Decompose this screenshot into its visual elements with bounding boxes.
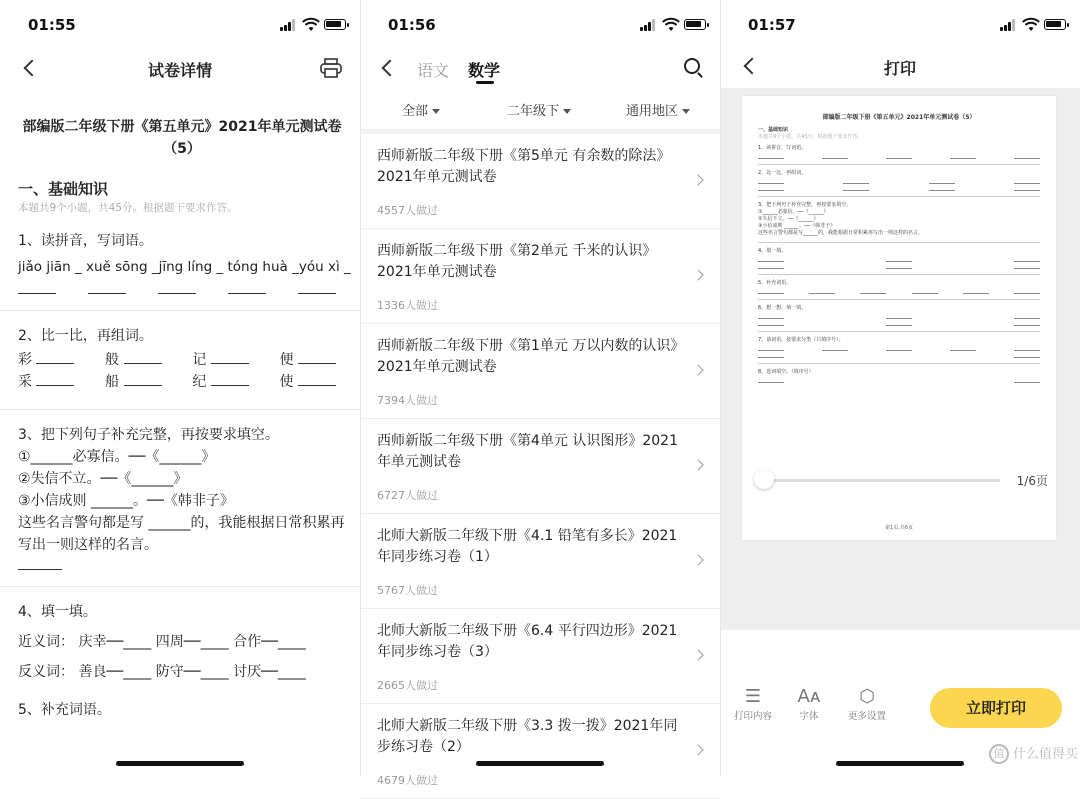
chevron-right-icon: [692, 459, 703, 470]
status-time: 01:57: [748, 16, 796, 34]
question-3-line3: ③小信成则 ______。──《韩非子》: [18, 493, 234, 509]
status-icons: [640, 18, 706, 32]
chevron-right-icon: [692, 554, 703, 565]
question-4-row1: 近义词： 庆幸──____ 四周──____ 合作──____: [18, 634, 306, 650]
chevron-right-icon: [692, 649, 703, 660]
exam-content: [18, 116, 351, 721]
question-3-line4: 这些名言警句都是写 ______的，我能根据日常积累再写出一则这样的名言。: [18, 515, 345, 553]
tab-math[interactable]: 数学: [468, 61, 501, 80]
item-count: 2665人做过: [377, 679, 438, 692]
item-title: 北师大新版二年级下册《3.3 拨一拨》2021年同步练习卷（2）: [377, 718, 678, 755]
home-indicator[interactable]: [476, 761, 604, 766]
print-now-button[interactable]: 立即打印: [930, 688, 1062, 728]
status-bar: [360, 0, 720, 50]
paper-list-panel: [360, 0, 720, 787]
status-time: 01:56: [388, 16, 436, 34]
panel-divider: [720, 0, 721, 776]
question-3-line2: ②失信不立。──《______》: [18, 471, 188, 487]
question-3-title: 3、把下列句子补充完整，再按要求填空。: [18, 427, 279, 443]
chevron-right-icon: [692, 269, 703, 280]
item-title: 西师新版二年级下册《第1单元 万以内数的认识》2021年单元测试卷: [377, 338, 685, 375]
answer-blanks: [18, 284, 346, 294]
chevron-right-icon: [692, 174, 703, 185]
page-title: 试卷详情: [147, 61, 212, 80]
battery-icon: [324, 19, 346, 30]
print-content-label: 打印内容: [733, 711, 772, 722]
question-4: [18, 601, 346, 687]
item-count: 1336人做过: [377, 299, 438, 312]
item-count: 4679人做过: [377, 774, 438, 787]
paper-list: [360, 134, 720, 799]
filter-bar: [360, 90, 720, 130]
item-title: 北师大新版二年级下册《6.4 平行四边形》2021年同步练习卷（3）: [377, 623, 678, 660]
question-4-row2: 反义词： 善良──____ 防守──____ 讨厌──____: [18, 664, 306, 680]
subject-tabs: [360, 50, 720, 90]
wifi-icon: [662, 18, 680, 32]
battery-icon: [684, 19, 706, 30]
caret-down-icon: [682, 109, 690, 114]
home-indicator[interactable]: [116, 761, 244, 766]
printer-icon[interactable]: [320, 58, 342, 78]
question-2-title: 2、比一比，再组词。: [18, 328, 153, 344]
font-label: 字体: [799, 711, 819, 722]
more-settings-button[interactable]: [842, 686, 892, 722]
battery-icon: [1044, 19, 1066, 30]
list-item[interactable]: [360, 609, 720, 704]
list-item[interactable]: [360, 134, 720, 229]
status-bar: [720, 0, 1080, 50]
print-preview-page[interactable]: 部编版二年级下册《第五单元》2021年单元测试卷（5） 一、基础知识 本题共9个小题，共45分。根据题干要求作答。 1、读拼音，写词语。 2、比一比，再组词。 3、把下列句子补充完整，再按要求填空。 ①______必寡信。──《______》 ②失信不立。──《______》 ③小信成则 ______。──《韩非子》 这些名言警句都是写______的，我能根据日常积累再写出一则这样的名言。 4、填一填。 5、补充词语。 6、想一想，填一填。 7、请词语，按要求分类（只填序号）。 8、选词填空。（填序号） 第1页,共6页: [742, 96, 1056, 540]
list-item[interactable]: [360, 514, 720, 609]
home-indicator[interactable]: [836, 761, 964, 766]
page-title: 打印: [883, 59, 916, 78]
chevron-right-icon: [692, 744, 703, 755]
list-item[interactable]: [360, 419, 720, 514]
filter-grade[interactable]: 二年级下: [507, 100, 571, 119]
more-settings-label: 更多设置: [847, 711, 886, 722]
list-icon: ☰: [744, 686, 762, 707]
signal-icon: [1000, 19, 1016, 31]
item-count: 7394人做过: [377, 394, 438, 407]
filter-all[interactable]: 全部: [402, 100, 440, 119]
status-icons: [280, 18, 346, 32]
list-item[interactable]: [360, 229, 720, 324]
wifi-icon: [1022, 18, 1040, 32]
question-5-title: 5、补充词语。: [18, 702, 111, 718]
tab-chinese[interactable]: 语文: [417, 61, 450, 80]
preview-footer: 第1页,共6页: [885, 525, 913, 531]
print-content-button[interactable]: [728, 686, 778, 722]
item-title: 西师新版二年级下册《第5单元 有余数的除法》2021年单元测试卷: [377, 148, 671, 185]
status-bar: [0, 0, 360, 50]
caret-down-icon: [432, 109, 440, 114]
question-1: [18, 230, 351, 294]
preview-title: 部编版二年级下册《第五单元》2021年单元测试卷（5）: [822, 114, 976, 121]
signal-icon: [640, 19, 656, 31]
question-1-pinyin: jiǎo jiān _ xuě sōng _jīng líng _ tóng huà _yóu xì _: [18, 259, 351, 275]
watermark: 值 什么值得买: [989, 743, 1078, 765]
status-time: 01:55: [28, 16, 76, 34]
question-1-title: 1、读拼音，写词语。: [18, 233, 153, 249]
question-3-line1: ①______必寡信。──《______》: [18, 449, 216, 465]
wifi-icon: [302, 18, 320, 32]
exam-detail-panel: [0, 0, 360, 776]
question-3: [18, 424, 346, 570]
back-icon[interactable]: [382, 60, 399, 77]
question-2: [18, 325, 346, 393]
watermark-logo-icon: 值: [989, 744, 1009, 764]
caret-down-icon: [563, 109, 571, 114]
item-title: 北师大新版二年级下册《4.1 铅笔有多长》2021年同步练习卷（1）: [377, 528, 678, 565]
page-slider-handle[interactable]: [754, 469, 774, 489]
print-panel: [720, 0, 1080, 776]
font-icon: Aᴀ: [797, 686, 821, 707]
print-bottom-bar: [720, 676, 1080, 746]
font-button[interactable]: [784, 686, 834, 722]
active-tab-indicator: [476, 81, 494, 84]
settings-icon: ⬡: [859, 686, 875, 707]
item-count: 6727人做过: [377, 489, 438, 502]
item-count: 4557人做过: [377, 204, 438, 217]
section-title: 一、基础知识: [18, 180, 109, 198]
print-preview-area: [720, 88, 1080, 630]
list-item[interactable]: [360, 324, 720, 419]
section-subtitle: 本题共9个小题，共45分。根据题干要求作答。: [18, 202, 238, 214]
chevron-right-icon: [692, 364, 703, 375]
question-4-title: 4、填一填。: [18, 604, 97, 620]
status-icons: [1000, 18, 1066, 32]
item-title: 西师新版二年级下册《第2单元 千米的认识》2021年单元测试卷: [377, 243, 657, 280]
paper-title: 部编版二年级下册《第五单元》2021年单元测试卷（5）: [22, 119, 342, 157]
question-2-row2: 采 船 纪 使: [18, 371, 346, 393]
item-title: 西师新版二年级下册《第4单元 认识图形》2021年单元测试卷: [377, 433, 678, 470]
page-indicator: 1/6页: [1016, 474, 1048, 488]
filter-region[interactable]: 通用地区: [626, 100, 690, 119]
question-2-row1: 彩 般 记 便: [18, 349, 346, 371]
page-slider-track[interactable]: [762, 479, 1000, 482]
panel-divider: [360, 0, 361, 776]
item-count: 5767人做过: [377, 584, 438, 597]
list-item[interactable]: [360, 704, 720, 799]
search-icon[interactable]: [684, 58, 700, 74]
signal-icon: [280, 19, 296, 31]
